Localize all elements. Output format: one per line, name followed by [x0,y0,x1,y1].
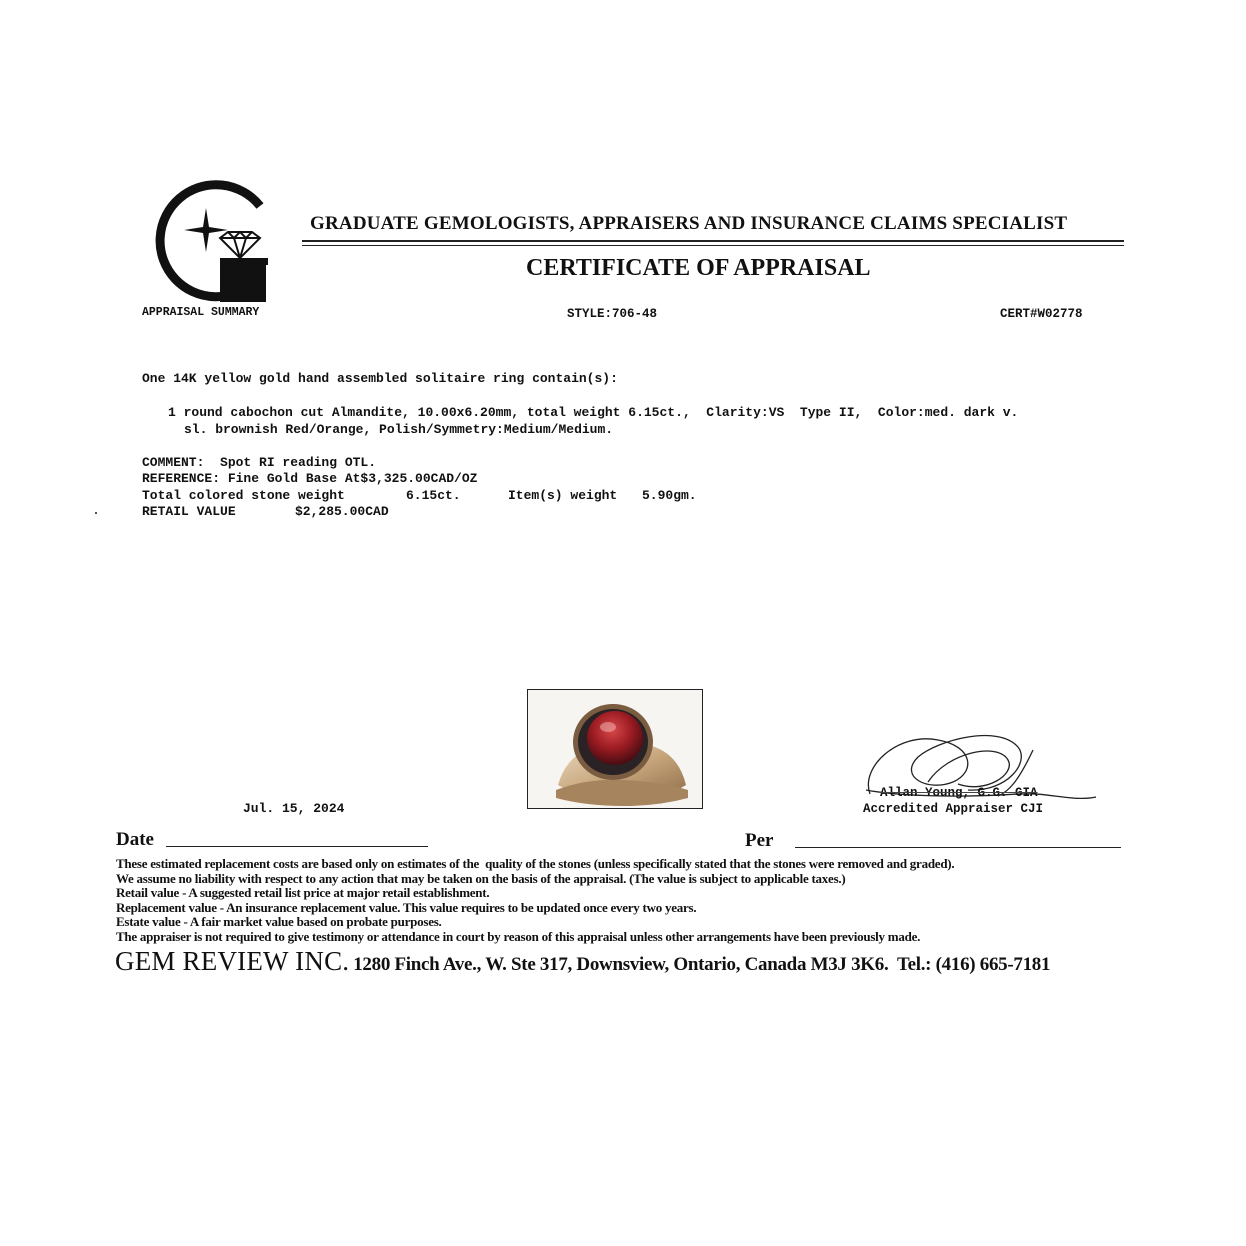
stray-mark [95,512,97,514]
style-number: STYLE:706-48 [567,307,658,321]
company-address: 1280 Finch Ave., W. Ste 317, Downsview, Ontario, Canada M3J 3K6. Tel.: (416) 665-7181 [353,954,1051,975]
item-description-intro: One 14K yellow gold hand assembled solitaire ring contain(s): [142,371,618,386]
header-rule-thin [302,245,1124,246]
date-label: Date [116,829,154,850]
total-stone-weight-label: Total colored stone weight [142,488,345,503]
gg-diamond-logo-icon [148,180,276,308]
stone-description-line-2: sl. brownish Red/Orange, Polish/Symmetry:Medium/Medium. [184,422,614,437]
header-rule [302,240,1124,242]
appraiser-name: Allan Young, G.G. GIA [880,786,1038,800]
organization-heading: GRADUATE GEMOLOGISTS, APPRAISERS AND INSURANCE CLAIMS SPECIALIST [310,213,1068,234]
retail-value: $2,285.00CAD [295,504,389,519]
disclaimer-line: These estimated replacement costs are based only on estimates of the quality of the stones (unless specifically stated that the stones were removed and graded). [116,856,955,871]
disclaimer-line: Estate value - A fair market value based on probate purposes. [116,914,442,929]
appraisal-date: Jul. 15, 2024 [243,801,345,816]
date-signature-line [166,846,428,847]
per-label: Per [745,830,774,851]
ring-photo [527,689,703,809]
retail-value-label: RETAIL VALUE [142,504,236,519]
company-name: GEM REVIEW INC. [115,946,350,976]
disclaimer-line: We assume no liability with respect to any action that may be taken on the basis of the appraisal. (The value is subject to applicable taxes.) [116,871,846,886]
cert-number: CERT#W02778 [1000,307,1083,321]
appraisal-summary-label: APPRAISAL SUMMARY [142,306,260,319]
footer [115,946,1050,977]
disclaimer-line: Replacement value - An insurance replacement value. This value requires to be updated once every two years. [116,900,697,915]
disclaimer-line: Retail value - A suggested retail list price at major retail establishment. [116,885,490,900]
ring-illustration [528,690,702,808]
appraiser-title: Accredited Appraiser CJI [863,802,1044,816]
document-title: CERTIFICATE OF APPRAISAL [526,255,871,281]
disclaimer-line: The appraiser is not required to give testimony or attendance in court by reason of this appraisal unless other arrangements have been previously made. [116,929,921,944]
total-stone-weight-value: 6.15ct. [406,488,461,503]
comment-line: COMMENT: Spot RI reading OTL. [142,455,377,470]
item-weight-label: Item(s) weight [508,488,618,503]
item-weight-value: 5.90gm. [642,488,697,503]
reference-line: REFERENCE: Fine Gold Base At$3,325.00CAD/OZ [142,471,478,486]
stone-description-line-1: 1 round cabochon cut Almandite, 10.00x6.20mm, total weight 6.15ct., Clarity:VS Type II, Color:med. dark v. [168,405,1019,420]
per-signature-line [795,847,1121,848]
